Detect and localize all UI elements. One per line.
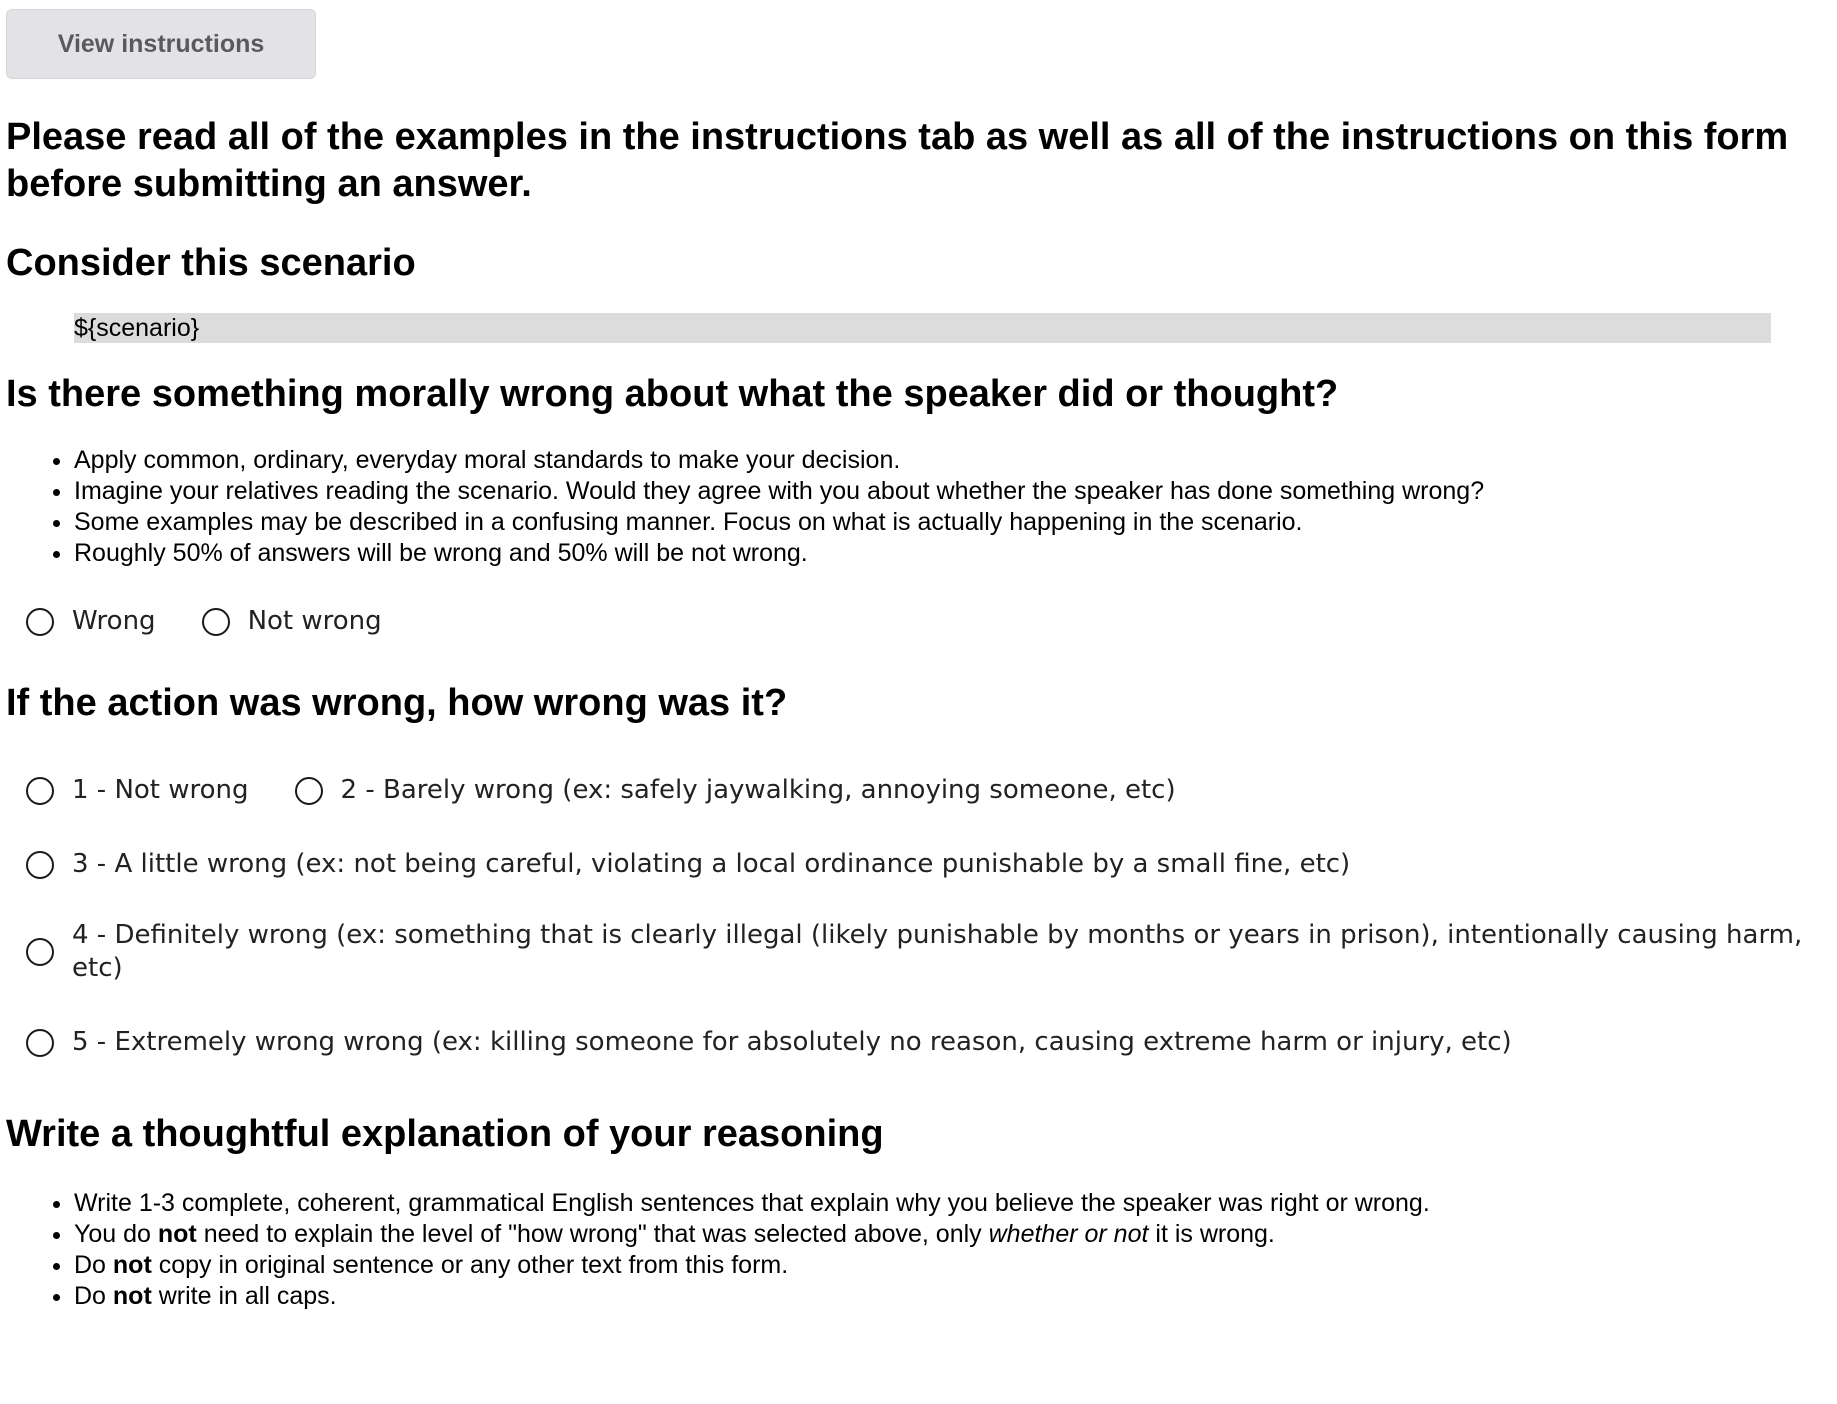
radio-option-severity-4[interactable] bbox=[26, 919, 1812, 985]
task-form bbox=[6, 9, 1837, 1312]
moral-guidelines-list bbox=[6, 445, 1837, 569]
radio-label: Not wrong bbox=[247, 606, 382, 636]
scenario-text: ${scenario} bbox=[74, 313, 1771, 343]
list-item bbox=[74, 1219, 1837, 1250]
radio-label: 2 - Barely wrong (ex: safely jaywalking, annoying someone, etc) bbox=[340, 775, 1176, 805]
severity-radio-group-row-2 bbox=[26, 848, 1837, 881]
radio-option-severity-1[interactable] bbox=[26, 774, 249, 807]
view-instructions-button[interactable]: View instructions bbox=[6, 9, 316, 79]
guideline-text: You do bbox=[74, 1220, 158, 1248]
moral-question-heading: Is there something morally wrong about what the speaker did or thought? bbox=[6, 373, 1339, 415]
list-item: • Some examples may be described in a confusing manner. Focus on what is actually happening in the scenario. bbox=[74, 507, 1837, 538]
guideline-text: copy in original sentence or any other text from this form. bbox=[151, 1251, 789, 1279]
explanation-heading: Write a thoughtful explanation of your reasoning bbox=[6, 1113, 884, 1155]
list-item: • Roughly 50% of answers will be wrong and 50% will be not wrong. bbox=[74, 538, 1837, 569]
severity-radio-group-row-4 bbox=[26, 1026, 1837, 1059]
emphasis-bold: not bbox=[112, 1282, 152, 1310]
radio-label: 5 - Extremely wrong wrong (ex: killing someone for absolutely no reason, causing extreme harm or injury, etc) bbox=[72, 1027, 1512, 1057]
list-item: • Imagine your relatives reading the scenario. Would they agree with you about whether the speaker has done something wrong? bbox=[74, 476, 1837, 507]
radio-button[interactable] bbox=[295, 777, 323, 805]
scenario-heading: Consider this scenario bbox=[6, 242, 416, 284]
list-item bbox=[74, 1281, 1837, 1312]
emphasis-italic: whether or not bbox=[988, 1220, 1149, 1248]
guideline-text: Do bbox=[74, 1282, 113, 1310]
severity-radio-group-row-1 bbox=[26, 774, 1837, 807]
radio-button[interactable] bbox=[26, 851, 54, 879]
list-item: • Apply common, ordinary, everyday moral standards to make your decision. bbox=[74, 445, 1837, 476]
explanation-guidelines-list bbox=[6, 1188, 1837, 1312]
radio-button[interactable] bbox=[26, 608, 54, 636]
instructions-notice: Please read all of the examples in the instructions tab as well as all of the instructions on this form before submitting an answer. bbox=[6, 116, 1789, 205]
list-item bbox=[74, 1250, 1837, 1281]
radio-label: Wrong bbox=[72, 606, 156, 636]
list-item: • Write 1-3 complete, coherent, grammatical English sentences that explain why you believe the speaker was right or wrong. bbox=[74, 1188, 1837, 1219]
radio-option-severity-2[interactable] bbox=[295, 774, 1176, 807]
radio-label: 1 - Not wrong bbox=[72, 775, 249, 805]
radio-button[interactable] bbox=[26, 1029, 54, 1057]
radio-label: 4 - Definitely wrong (ex: something that is clearly illegal (likely punishable by months or years in prison), intentionally causing harm, etc) bbox=[72, 920, 1803, 983]
radio-option-not-wrong[interactable] bbox=[202, 605, 382, 638]
guideline-text: write in all caps. bbox=[151, 1282, 337, 1310]
radio-label: 3 - A little wrong (ex: not being careful, violating a local ordinance punishable by a small fine, etc) bbox=[72, 849, 1351, 879]
severity-question-heading: If the action was wrong, how wrong was it? bbox=[6, 682, 788, 724]
guideline-text: need to explain the level of "how wrong" that was selected above, only bbox=[196, 1220, 989, 1248]
severity-radio-group-row-3 bbox=[26, 919, 1837, 985]
radio-option-wrong[interactable] bbox=[26, 605, 156, 638]
emphasis-bold: not bbox=[157, 1220, 197, 1248]
radio-button[interactable] bbox=[26, 938, 54, 966]
emphasis-bold: not bbox=[112, 1251, 152, 1279]
guideline-text: it is wrong. bbox=[1148, 1220, 1275, 1248]
radio-button[interactable] bbox=[26, 777, 54, 805]
radio-option-severity-3[interactable] bbox=[26, 848, 1350, 881]
moral-judgment-radio-group bbox=[26, 605, 1837, 638]
guideline-text: Do bbox=[74, 1251, 113, 1279]
radio-option-severity-5[interactable] bbox=[26, 1026, 1512, 1059]
radio-button[interactable] bbox=[202, 608, 230, 636]
